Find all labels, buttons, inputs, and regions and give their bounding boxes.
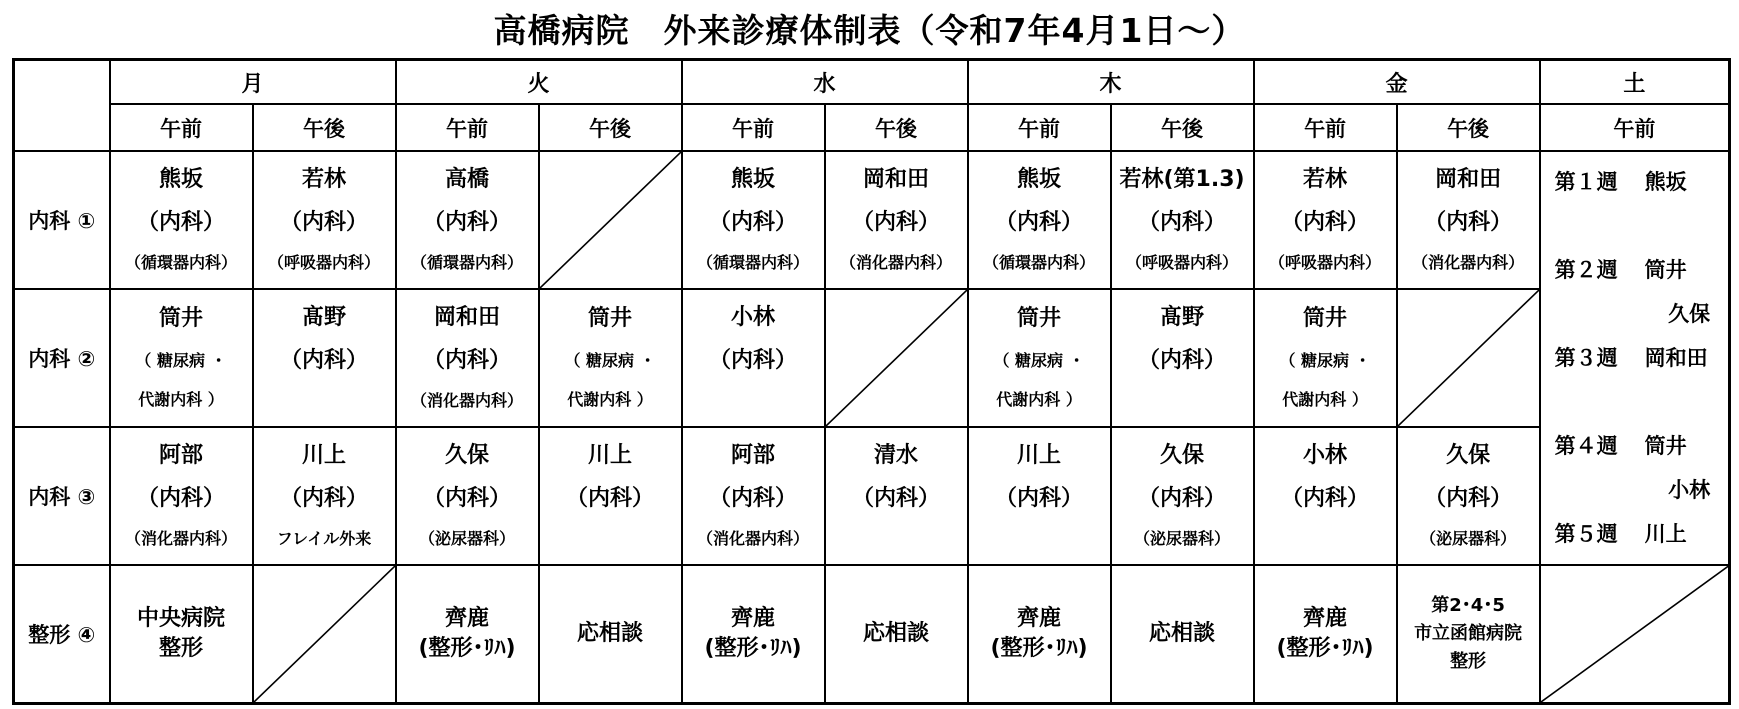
cell-content (540, 290, 681, 426)
department-note: （内科） (1424, 485, 1513, 511)
schedule-cell (968, 289, 1111, 427)
doctor-name: 応相談 (1149, 621, 1216, 646)
department-note: （循環器内科） (124, 253, 237, 273)
department-note: （内科） (995, 485, 1084, 511)
schedule-cell (825, 151, 968, 289)
department-note: （泌尿器科） (1134, 529, 1231, 549)
doctor-name: 筒井 (1017, 305, 1062, 331)
schedule-cell (968, 151, 1111, 289)
schedule-cell (1111, 151, 1254, 289)
cell-content (397, 428, 538, 564)
doctor-name: 熊坂 (731, 166, 776, 192)
schedule-cell (539, 151, 682, 289)
cell-content (826, 428, 967, 564)
saturday-week: 第５週 (1554, 522, 1618, 546)
doctor-name: 若林(第1.3) (1119, 166, 1245, 192)
department-label: 内科 ③ (14, 427, 110, 565)
schedule-cell (682, 151, 825, 289)
saturday-line (1555, 248, 1715, 292)
period-am: 午前 (396, 104, 539, 151)
day-header-wed: 水 (682, 60, 968, 105)
schedule-cell (825, 565, 968, 704)
corner-cell (14, 60, 110, 152)
doctor-name: 齊鹿 (731, 606, 776, 631)
department-note: （内科） (136, 485, 225, 511)
schedule-cell (968, 565, 1111, 704)
cell-content (969, 428, 1110, 564)
saturday-doctor: 久保 (1668, 302, 1711, 326)
schedule-cell (396, 565, 539, 704)
saturday-line (1555, 468, 1715, 512)
department-row (14, 289, 1730, 427)
doctor-name: 中央病院 (136, 606, 225, 631)
saturday-line (1555, 512, 1715, 556)
schedule-cell (1254, 151, 1397, 289)
empty-slot-slash (1398, 290, 1539, 426)
schedule-cell (110, 427, 253, 565)
saturday-doctor (1703, 214, 1710, 238)
department-note (1179, 389, 1185, 413)
department-note (893, 527, 899, 551)
cell-content (111, 152, 252, 288)
saturday-doctor: 川上 (1644, 522, 1687, 546)
department-note: (整形･ﾘﾊ) (990, 636, 1088, 661)
department-note: 代謝内科 ） (1282, 390, 1368, 410)
saturday-week: 第１週 (1554, 170, 1618, 194)
saturday-week: 第４週 (1554, 434, 1618, 458)
schedule-cell (1397, 151, 1540, 289)
department-note: （消化器内科） (124, 529, 237, 549)
schedule-cell (396, 289, 539, 427)
doctor-name: 若林 (1303, 166, 1348, 192)
department-note: （内科） (280, 209, 369, 235)
saturday-line (1555, 160, 1715, 204)
day-header-sat: 土 (1540, 60, 1730, 105)
cell-content (254, 290, 395, 426)
schedule-cell (1254, 565, 1397, 704)
department-note: （内科） (1138, 347, 1227, 373)
day-header-mon: 月 (110, 60, 396, 105)
schedule-cell (1254, 427, 1397, 565)
doctor-name: 岡和田 (434, 304, 501, 330)
cell-content (1255, 290, 1396, 426)
department-note (607, 527, 613, 551)
doctor-name: 応相談 (577, 621, 644, 646)
cell-content (1112, 566, 1253, 702)
department-note: （呼吸器内科） (1269, 253, 1382, 273)
schedule-table (12, 58, 1731, 705)
department-note: （ 糖尿病 ・ (564, 350, 656, 370)
department-note: （内科） (1138, 485, 1227, 511)
cell-content (1255, 566, 1396, 702)
doctor-name: 久保 (1446, 442, 1491, 468)
saturday-doctor: 熊坂 (1644, 170, 1687, 194)
department-label: 内科 ② (14, 289, 110, 427)
doctor-name: 齊鹿 (1303, 606, 1348, 631)
department-note: （内科） (423, 347, 512, 373)
doctor-name: 川上 (1017, 442, 1062, 468)
department-note: 整形 (1450, 651, 1487, 672)
department-note: （内科） (852, 485, 941, 511)
empty-slot-slash (1541, 566, 1729, 702)
schedule-cell (682, 565, 825, 704)
day-header-tue: 火 (396, 60, 682, 105)
schedule-cell (1111, 289, 1254, 427)
schedule-cell (1397, 427, 1540, 565)
department-note: 代謝内科 ） (567, 390, 653, 410)
department-note: （呼吸器内科） (268, 253, 381, 273)
cell-content (1255, 428, 1396, 564)
schedule-cell (539, 565, 682, 704)
department-note: （内科） (1138, 209, 1227, 235)
day-header-fri: 金 (1254, 60, 1540, 105)
period-am: 午前 (1254, 104, 1397, 151)
doctor-name: 筒井 (158, 305, 203, 331)
schedule-cell (825, 289, 968, 427)
department-note: （循環器内科） (983, 253, 1096, 273)
doctor-name: 久保 (445, 442, 490, 468)
empty-slot-slash (826, 290, 967, 426)
department-note: （ 糖尿病 ・ (1279, 350, 1371, 370)
schedule-cell (396, 151, 539, 289)
cell-content (683, 152, 824, 288)
saturday-line (1555, 424, 1715, 468)
department-note: 代謝内科 ） (996, 390, 1082, 410)
doctor-name: 若林 (302, 166, 347, 192)
cell-content (1398, 152, 1539, 288)
schedule-cell (539, 289, 682, 427)
department-note: （内科） (995, 209, 1084, 235)
cell-content (540, 566, 681, 702)
schedule-cell (253, 289, 396, 427)
period-am: 午前 (968, 104, 1111, 151)
day-header-thu: 木 (968, 60, 1254, 105)
schedule-cell (110, 565, 253, 704)
cell-content (969, 566, 1110, 702)
doctor-name: 齊鹿 (1017, 606, 1062, 631)
department-note: （内科） (852, 209, 941, 235)
cell-content (1112, 428, 1253, 564)
doctor-name: 川上 (588, 442, 633, 468)
schedule-cell (1111, 565, 1254, 704)
department-label: 整形 ④ (14, 565, 110, 704)
department-note: (整形･ﾘﾊ) (704, 636, 802, 661)
department-note: （泌尿器科） (1420, 529, 1517, 549)
department-note: （呼吸器内科） (1126, 253, 1239, 273)
schedule-cell (968, 427, 1111, 565)
department-note: （内科） (709, 209, 798, 235)
cell-content (254, 428, 395, 564)
schedule-cell (110, 151, 253, 289)
department-note (1036, 527, 1042, 551)
department-note: （内科） (280, 347, 369, 373)
department-note: 市立函館病院 (1414, 623, 1523, 644)
department-row (14, 427, 1730, 565)
cell-content (683, 566, 824, 702)
doctor-name: 齊鹿 (445, 606, 490, 631)
period-am: 午前 (682, 104, 825, 151)
empty-slot-slash (540, 152, 681, 288)
saturday-doctor: 小林 (1668, 478, 1711, 502)
department-note: （消化器内科） (411, 391, 524, 411)
department-note: （内科） (1281, 209, 1370, 235)
department-row (14, 151, 1730, 289)
department-note: （消化器内科） (697, 529, 810, 549)
cell-content (969, 290, 1110, 426)
department-note: フレイル外来 (276, 529, 372, 549)
cell-content (111, 428, 252, 564)
department-note: （消化器内科） (840, 253, 953, 273)
cell-content (826, 152, 967, 288)
schedule-cell (1397, 289, 1540, 427)
department-note: 代謝内科 ） (138, 390, 224, 410)
cell-content (254, 152, 395, 288)
department-note: （内科） (423, 209, 512, 235)
page-title: 高橋病院 外来診療体制表（令和7年4月1日～） (493, 11, 1246, 50)
saturday-schedule (1540, 151, 1730, 565)
period-am: 午前 (110, 104, 253, 151)
schedule-cell (682, 289, 825, 427)
doctor-name: 阿部 (158, 442, 203, 468)
department-note: （内科） (709, 347, 798, 373)
saturday-doctor: 岡和田 (1644, 346, 1708, 370)
saturday-doctor (1703, 390, 1710, 414)
saturday-line (1555, 336, 1715, 380)
doctor-name: 小林 (731, 304, 776, 330)
cell-content (1255, 152, 1396, 288)
cell-content (540, 428, 681, 564)
doctor-name: 応相談 (863, 621, 930, 646)
department-note: （消化器内科） (1412, 253, 1525, 273)
department-note (750, 389, 756, 413)
cell-content (826, 566, 967, 702)
saturday-week: 第３週 (1554, 346, 1618, 370)
doctor-name: 川上 (302, 442, 347, 468)
department-note: （内科） (1424, 209, 1513, 235)
schedule-cell (1111, 427, 1254, 565)
doctor-name: 熊坂 (158, 166, 203, 192)
schedule-cell (1254, 289, 1397, 427)
saturday-line (1555, 204, 1715, 248)
cell-content (969, 152, 1110, 288)
period-pm: 午後 (1111, 104, 1254, 151)
doctor-name: 髙野 (1160, 304, 1205, 330)
doctor-name: 阿部 (731, 442, 776, 468)
schedule-cell (682, 427, 825, 565)
cell-content (397, 290, 538, 426)
day-header-row (14, 60, 1730, 105)
doctor-name: 第2･4･5 (1431, 595, 1505, 616)
doctor-name: 髙野 (302, 304, 347, 330)
department-note: （内科） (136, 209, 225, 235)
cell-content (1398, 566, 1539, 702)
doctor-name: 岡和田 (1435, 166, 1502, 192)
department-label: 内科 ① (14, 151, 110, 289)
schedule-cell (253, 151, 396, 289)
period-am: 午前 (1540, 104, 1730, 151)
saturday-line (1555, 380, 1715, 424)
schedule-cell (396, 427, 539, 565)
department-note (1322, 527, 1328, 551)
period-header-row (14, 104, 1730, 151)
schedule-cell (1540, 565, 1730, 704)
cell-content (397, 566, 538, 702)
schedule-cell (253, 565, 396, 704)
doctor-name: 高橋 (445, 166, 490, 192)
doctor-name: 岡和田 (863, 166, 930, 192)
department-row (14, 565, 1730, 704)
cell-content (111, 290, 252, 426)
doctor-name: 小林 (1303, 442, 1348, 468)
department-note: （内科） (1281, 485, 1370, 511)
department-note: （内科） (280, 485, 369, 511)
period-pm: 午後 (253, 104, 396, 151)
cell-content (1112, 152, 1253, 288)
department-note (321, 389, 327, 413)
department-note: （内科） (709, 485, 798, 511)
department-note: （ 糖尿病 ・ (135, 350, 227, 370)
doctor-name: 久保 (1160, 442, 1205, 468)
department-note: (整形･ﾘﾊ) (418, 636, 516, 661)
doctor-name: 熊坂 (1017, 166, 1062, 192)
cell-content (1112, 290, 1253, 426)
department-note: （泌尿器科） (419, 529, 516, 549)
period-pm: 午後 (539, 104, 682, 151)
doctor-name: 清水 (874, 442, 919, 468)
department-note: （循環器内科） (697, 253, 810, 273)
period-pm: 午後 (1397, 104, 1540, 151)
schedule-cell (110, 289, 253, 427)
saturday-doctor: 筒井 (1644, 434, 1687, 458)
cell-content (397, 152, 538, 288)
department-note: （ 糖尿病 ・ (993, 350, 1085, 370)
schedule-cell (1397, 565, 1540, 704)
period-pm: 午後 (825, 104, 968, 151)
department-note: 整形 (158, 636, 203, 661)
saturday-week: 第２週 (1554, 258, 1618, 282)
cell-content (111, 566, 252, 702)
empty-slot-slash (254, 566, 395, 702)
saturday-doctor: 筒井 (1644, 258, 1687, 282)
schedule-cell (539, 427, 682, 565)
schedule-cell (253, 427, 396, 565)
department-note: （循環器内科） (411, 253, 524, 273)
cell-content (683, 428, 824, 564)
department-note: (整形･ﾘﾊ) (1276, 636, 1374, 661)
doctor-name: 筒井 (1303, 305, 1348, 331)
schedule-cell (825, 427, 968, 565)
saturday-line (1555, 292, 1715, 336)
doctor-name: 筒井 (588, 305, 633, 331)
department-note: （内科） (423, 485, 512, 511)
cell-content (1398, 428, 1539, 564)
cell-content (683, 290, 824, 426)
department-note: （内科） (566, 485, 655, 511)
